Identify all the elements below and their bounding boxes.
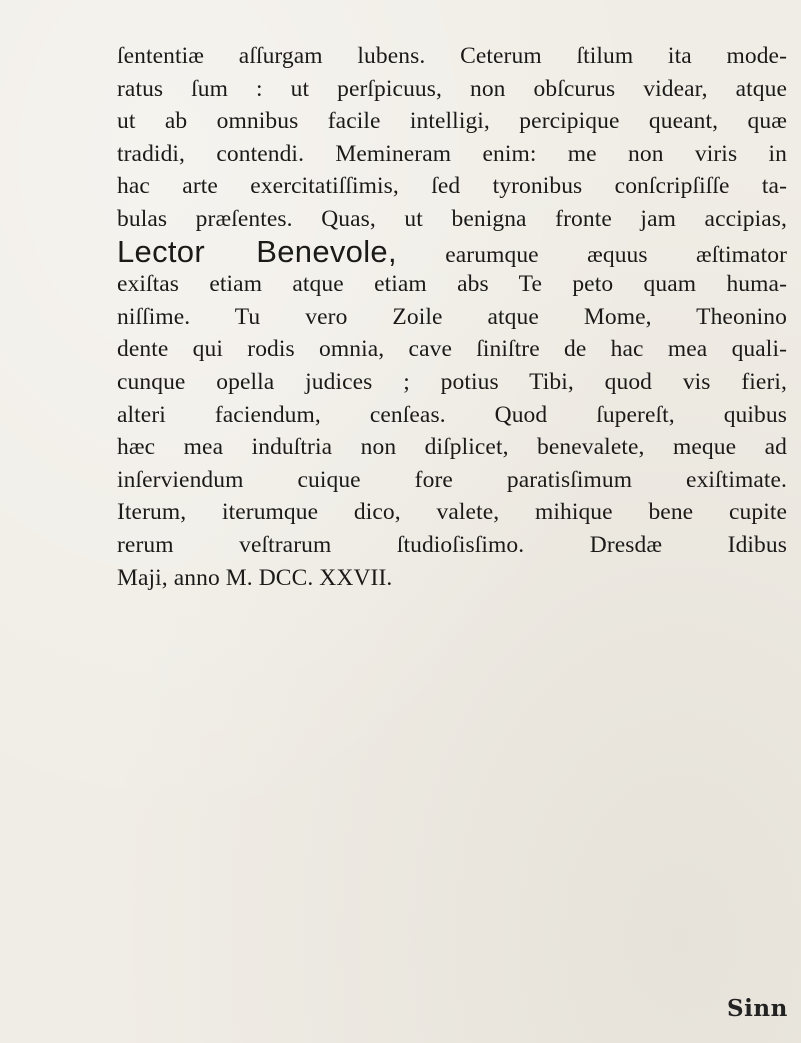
- text-line-5: hac arte exercitatiſſimis, ſed tyronibus conſcripſiſſe ta-: [117, 173, 787, 200]
- text-line-2: ratus ſum : ut perſpicuus, non obſcurus videar, atque: [117, 75, 787, 102]
- text-line-8: exiſtas etiam atque etiam abs Te peto quam huma-: [117, 271, 787, 298]
- text-line-16: rerum veſtrarum ſtudioſisſimo. Dresdæ Idibus: [117, 531, 787, 558]
- text-line-1: ſententiæ aſſurgam lubens. Ceterum ſtilum ita mode-: [117, 43, 787, 69]
- text-line-7-rest: earumque æquus æſtimator: [445, 241, 787, 268]
- text-line-6: bulas præſentes. Quas, ut benigna fronte jam accipias,: [117, 205, 787, 232]
- text-line-3: ut ab omnibus facile intelligi, percipique queant, quæ: [117, 108, 787, 135]
- text-line-4: tradidi, contendi. Memineram enim: me non viris in: [117, 140, 787, 167]
- body-text: [117, 40, 787, 594]
- catchword: Sinn: [727, 995, 788, 1022]
- text-line-9: niſſime. Tu vero Zoile atque Mome, Theonino: [117, 303, 787, 330]
- text-line-10: dente qui rodis omnia, cave ſiniſtre de hac mea quali-: [117, 336, 787, 363]
- lector-benevole-heading: Lector Benevole,: [117, 233, 397, 269]
- text-line-14: inſerviendum cuique fore paratisſimum exiſtimate.: [117, 466, 787, 493]
- text-line-12: alteri faciendum, cenſeas. Quod ſupereſt, quibus: [117, 401, 787, 428]
- text-line-11: cunque opella judices ; potius Tibi, quod vis fieri,: [117, 368, 787, 395]
- text-line-17: Maji, anno M. DCC. XXVII.: [117, 564, 393, 591]
- text-line-15: Iterum, iterumque dico, valete, mihique bene cupite: [117, 499, 787, 526]
- text-line-13: hæc mea induſtria non diſplicet, benevalete, meque ad: [117, 434, 787, 461]
- text-line-7: [117, 233, 787, 269]
